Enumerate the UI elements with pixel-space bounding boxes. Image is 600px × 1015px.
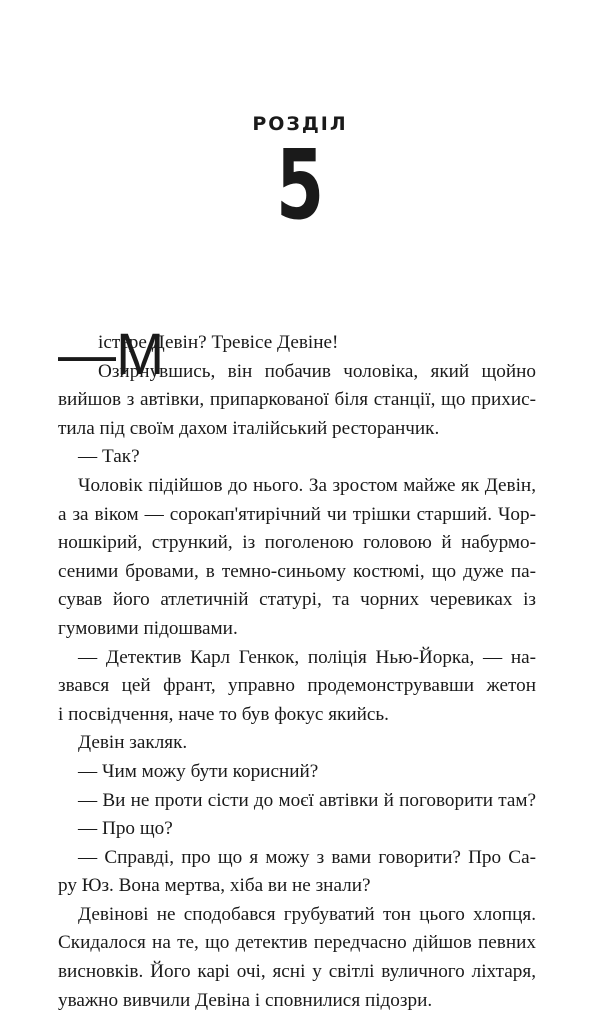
text-line: Озирнувшись, він побачив чоловіка, який щойно [98,360,536,382]
text-line: сеними бровами, в темно-синьому костюмі, що дуже па- [58,560,536,582]
text-line: — Про що? [78,818,173,840]
text-line: — Так? [78,446,140,468]
text-line: Девін закляк. [78,732,188,754]
text-line: вийшов з автівки, припаркованої біля станції, що прихис- [58,389,536,411]
chapter-number: 5 [275,129,325,241]
text-line: — Чим можу бути корисний? [78,760,319,782]
text-line: гумовими підошвами. [58,617,238,639]
text-line: а за віком — сорокап'ятирічний чи трішки старший. Чор- [58,503,536,525]
text-line: істере Девін? Тревісе Девіне! [98,332,339,353]
text-line: — Справді, про що я можу з вами говорити? Про Са- [78,846,536,868]
text-line: ру Юз. Вона мертва, хіба ви не знали? [58,875,371,897]
text-line: Чоловік підійшов до нього. За зростом майже як Девін, [78,474,536,496]
text-line: уважно вивчили Девіна і сповнилися підозри. [58,989,433,1011]
text-line: Девінові не сподобався грубуватий тон цього хлопця. [78,903,536,925]
chapter-label: РОЗДІЛ [252,113,348,135]
text-line: тила під своїм дахом італійський ресторанчик. [58,417,440,439]
text-line: — Детектив Карл Генкок, поліція Нью-Йорка, — на- [78,646,536,668]
text-line: — Ви не проти сісти до моєї автівки й поговорити там? [78,789,536,811]
text-line: ношкірий, стрункий, із поголеною головою й набурмо- [58,532,536,554]
text-line: і посвідчення, наче то був фокус якийсь. [58,703,389,725]
text-line: сував його атлетичній статурі, та чорних черевиках із [58,589,536,611]
body-text [58,322,536,1015]
drop-cap: —М [58,322,165,387]
text-line: звався цей франт, управно продемонструвавши жетон [58,675,536,697]
text-line: Скидалося на те, що детектив передчасно дійшов певних [58,932,536,954]
text-line: висновків. Його карі очі, ясні у світлі вуличного ліхтаря, [58,961,536,983]
